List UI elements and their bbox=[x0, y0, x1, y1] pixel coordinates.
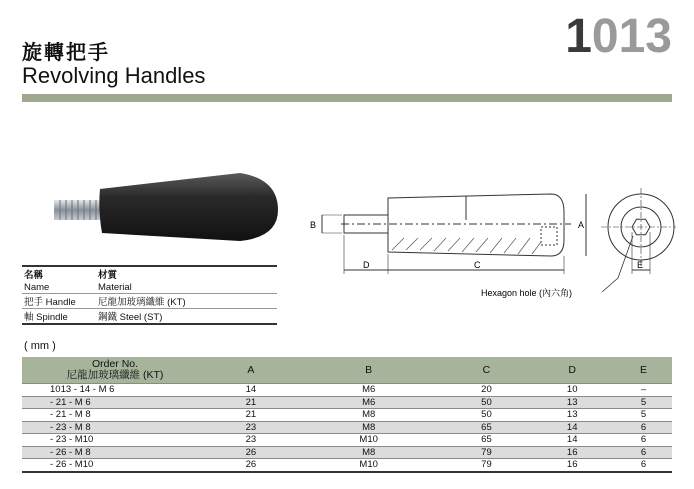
cell-a: 23 bbox=[208, 434, 294, 447]
order-no-cell: - 21 - M 6 bbox=[22, 396, 208, 409]
hexagon-hole-note: Hexagon hole (內六角) bbox=[481, 288, 573, 298]
dim-e-label: E bbox=[637, 260, 644, 270]
handle-photo bbox=[40, 165, 290, 245]
cell-b: M10 bbox=[294, 459, 444, 472]
cell-a: 21 bbox=[208, 396, 294, 409]
cell-b: M8 bbox=[294, 421, 444, 434]
material-value: 尼龍加玻璃纖維 (KT) bbox=[96, 294, 277, 309]
material-value: Material bbox=[98, 281, 132, 293]
spindle-outline bbox=[344, 215, 388, 233]
order-no-cell: - 21 - M 8 bbox=[22, 409, 208, 422]
col-header-d: D bbox=[529, 357, 615, 384]
material-value: 材質 bbox=[96, 266, 277, 281]
material-label: 軸 Spindle bbox=[22, 309, 96, 325]
cell-a: 21 bbox=[208, 409, 294, 422]
cell-e: 6 bbox=[615, 434, 672, 447]
cell-a: 26 bbox=[208, 446, 294, 459]
cell-e: 5 bbox=[615, 396, 672, 409]
product-code-rest: 013 bbox=[591, 10, 672, 63]
product-code bbox=[565, 12, 672, 62]
cell-b: M6 bbox=[294, 384, 444, 397]
cell-a: 14 bbox=[208, 384, 294, 397]
col-header-c: C bbox=[444, 357, 530, 384]
dim-d-label: D bbox=[363, 260, 370, 270]
cell-c: 50 bbox=[444, 396, 530, 409]
cell-d: 13 bbox=[529, 409, 615, 422]
cell-c: 20 bbox=[444, 384, 530, 397]
cell-b: M8 bbox=[294, 446, 444, 459]
cell-c: 65 bbox=[444, 421, 530, 434]
title-english: Revolving Handles bbox=[22, 63, 206, 88]
col-header-b: B bbox=[294, 357, 444, 384]
table-row bbox=[22, 421, 672, 434]
cell-d: 14 bbox=[529, 434, 615, 447]
cell-e: 5 bbox=[615, 409, 672, 422]
col-header-a: A bbox=[208, 357, 294, 384]
header-divider bbox=[22, 94, 672, 102]
material-label: 名稱 bbox=[22, 266, 96, 281]
cell-d: 14 bbox=[529, 421, 615, 434]
cell-e: 6 bbox=[615, 446, 672, 459]
cell-e: 6 bbox=[615, 459, 672, 472]
product-code-first: 1 bbox=[565, 10, 592, 63]
cell-a: 26 bbox=[208, 459, 294, 472]
title-chinese: 旋轉把手 bbox=[22, 42, 110, 64]
spec-table bbox=[22, 357, 672, 473]
material-row bbox=[22, 309, 277, 325]
dim-a-label: A bbox=[578, 220, 585, 230]
table-row bbox=[22, 459, 672, 472]
cell-d: 16 bbox=[529, 459, 615, 472]
cell-b: M8 bbox=[294, 409, 444, 422]
technical-drawing bbox=[296, 170, 676, 305]
cell-e: – bbox=[615, 384, 672, 397]
dim-c-label: C bbox=[474, 260, 481, 270]
table-row bbox=[22, 446, 672, 459]
material-label: 把手 Handle bbox=[22, 294, 96, 309]
unit-label: ( mm ) bbox=[24, 340, 56, 352]
table-row bbox=[22, 434, 672, 447]
table-row bbox=[22, 409, 672, 422]
material-row bbox=[22, 266, 277, 281]
dim-b-label: B bbox=[310, 220, 317, 230]
cell-c: 65 bbox=[444, 434, 530, 447]
order-no-header-en: Order No. bbox=[91, 358, 139, 370]
table-row bbox=[22, 396, 672, 409]
cell-b: M6 bbox=[294, 396, 444, 409]
table-row bbox=[22, 384, 672, 397]
cell-c: 79 bbox=[444, 459, 530, 472]
material-row bbox=[22, 294, 277, 309]
order-no-cell: - 26 - M10 bbox=[22, 459, 208, 472]
cell-c: 79 bbox=[444, 446, 530, 459]
order-no-cell: 1013 - 14 - M 6 bbox=[22, 384, 208, 397]
order-no-cell: - 26 - M 8 bbox=[22, 446, 208, 459]
cell-d: 16 bbox=[529, 446, 615, 459]
order-no-cell: - 23 - M 8 bbox=[22, 421, 208, 434]
cell-e: 6 bbox=[615, 421, 672, 434]
material-label: Name bbox=[24, 281, 50, 293]
order-no-header bbox=[22, 357, 208, 384]
material-row bbox=[22, 281, 277, 294]
material-table bbox=[22, 265, 277, 325]
cell-a: 23 bbox=[208, 421, 294, 434]
cell-d: 13 bbox=[529, 396, 615, 409]
cell-c: 50 bbox=[444, 409, 530, 422]
col-header-e: E bbox=[615, 357, 672, 384]
order-no-header-zh: 尼龍加玻璃纖維 (KT) bbox=[66, 369, 164, 381]
cell-b: M10 bbox=[294, 434, 444, 447]
material-value: 鋼鐵 Steel (ST) bbox=[96, 309, 277, 325]
cell-d: 10 bbox=[529, 384, 615, 397]
handle-body bbox=[99, 173, 278, 241]
spec-header-row bbox=[22, 357, 672, 384]
order-no-cell: - 23 - M10 bbox=[22, 434, 208, 447]
